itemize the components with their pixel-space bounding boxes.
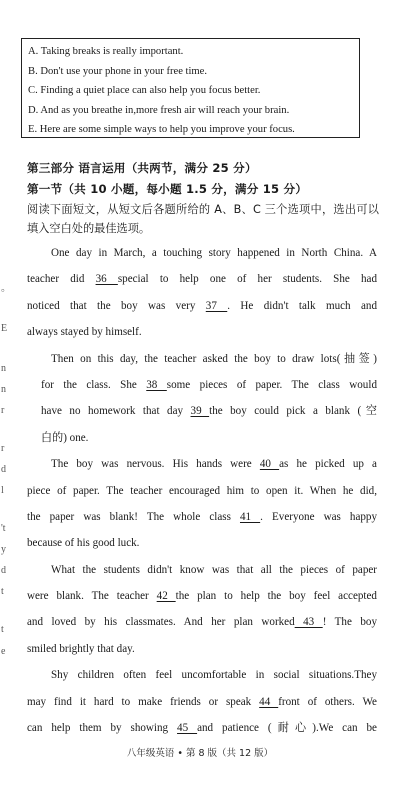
margin-fragment: 't (1, 523, 6, 534)
passage-line: smiled brightly that day. (27, 642, 135, 655)
margin-fragment: n (1, 363, 6, 374)
option-b: B. Don't use your phone in your free time. (28, 65, 208, 77)
instructions: 阅读下面短文，从短文后各题所给的 A、B、C 三个选项中，选出可以填入空白处的最佳选项。 (27, 203, 379, 235)
blank-40: 40 (259, 458, 280, 471)
option-a: A. Taking breaks is really important. (28, 46, 184, 57)
blank-39: 39 (190, 405, 210, 418)
subsection-title: 第一节（共 10 小题，每小题 1.5 分，满分 15 分） (27, 182, 308, 196)
margin-fragment: 。 (1, 283, 11, 294)
passage-line: teacher did 36 special to help one of her students. She had (27, 273, 378, 286)
option-e: E. Here are some simple ways to help you improve your focus. (28, 124, 295, 136)
passage-line: piece of paper. The teacher encouraged him to open it. When he did, (27, 484, 377, 497)
passage-line: may find it hard to make friends or speak 44 front of others. We (27, 695, 377, 708)
blank-38: 38 (146, 378, 167, 391)
section-title: 第三部分 语言运用（共两节，满分 25 分） (27, 161, 257, 175)
passage-line: The boy was nervous. His hands were 40 as he picked up a (51, 458, 377, 471)
page-footer: 八年级英语 • 第 8 版（共 12 版） (126, 748, 274, 759)
passage-line: because of his good luck. (27, 537, 140, 550)
passage-line: and loved by his classmates. And her plan worked 43 ! The boy (27, 616, 377, 629)
margin-fragment: t (1, 624, 4, 635)
passage-line: 白的) one. (41, 431, 89, 444)
passage-line: noticed that the boy was very 37 . He didn't talk much and (27, 299, 377, 312)
passage-line: can help them by showing 45 and patience (耐心).We can be (27, 722, 377, 735)
margin-fragment: n (1, 384, 6, 395)
blank-37: 37 (205, 299, 228, 312)
passage-line: Then on this day, the teacher asked the boy to draw lots(抽签) (51, 352, 377, 365)
passage-line: have no homework that day 39 the boy could pick a blank (空 (41, 405, 377, 418)
passage-line: the paper was blank! The whole class 41 . Everyone was happy (27, 510, 378, 523)
answer-options-box (21, 38, 360, 138)
passage-line: were blank. The teacher 42 the plan to help the boy feel accepted (27, 590, 377, 603)
margin-fragment: d (1, 464, 6, 475)
option-c: C. Finding a quiet place can also help you focus better. (28, 85, 261, 97)
blank-42: 42 (156, 590, 176, 603)
margin-fragment: r (1, 443, 5, 454)
option-d: D. And as you breathe in,more fresh air will reach your brain. (28, 104, 290, 116)
margin-fragment: e (1, 646, 6, 657)
margin-fragment: t (1, 586, 4, 597)
margin-fragment: E (1, 323, 8, 334)
blank-44: 44 (259, 695, 279, 708)
blank-45: 45 (177, 722, 198, 735)
passage-line: What the students didn't know was that all the pieces of paper (51, 563, 377, 576)
passage-line: for the class. She 38 some pieces of paper. The class would (41, 378, 377, 391)
margin-fragment: d (1, 565, 6, 576)
blank-43: 43 (294, 616, 323, 629)
passage-line: always stayed by himself. (27, 326, 142, 339)
margin-fragment: l (1, 485, 4, 496)
cloze-passage (27, 240, 377, 741)
blank-36: 36 (95, 273, 118, 286)
passage-line: Shy children often feel uncomfortable in social situations.They (51, 669, 377, 682)
passage-line: One day in March, a touching story happened in North China. A (51, 247, 377, 259)
blank-41: 41 (239, 510, 261, 523)
margin-fragment: r (1, 405, 5, 416)
margin-fragment: y (1, 544, 6, 555)
